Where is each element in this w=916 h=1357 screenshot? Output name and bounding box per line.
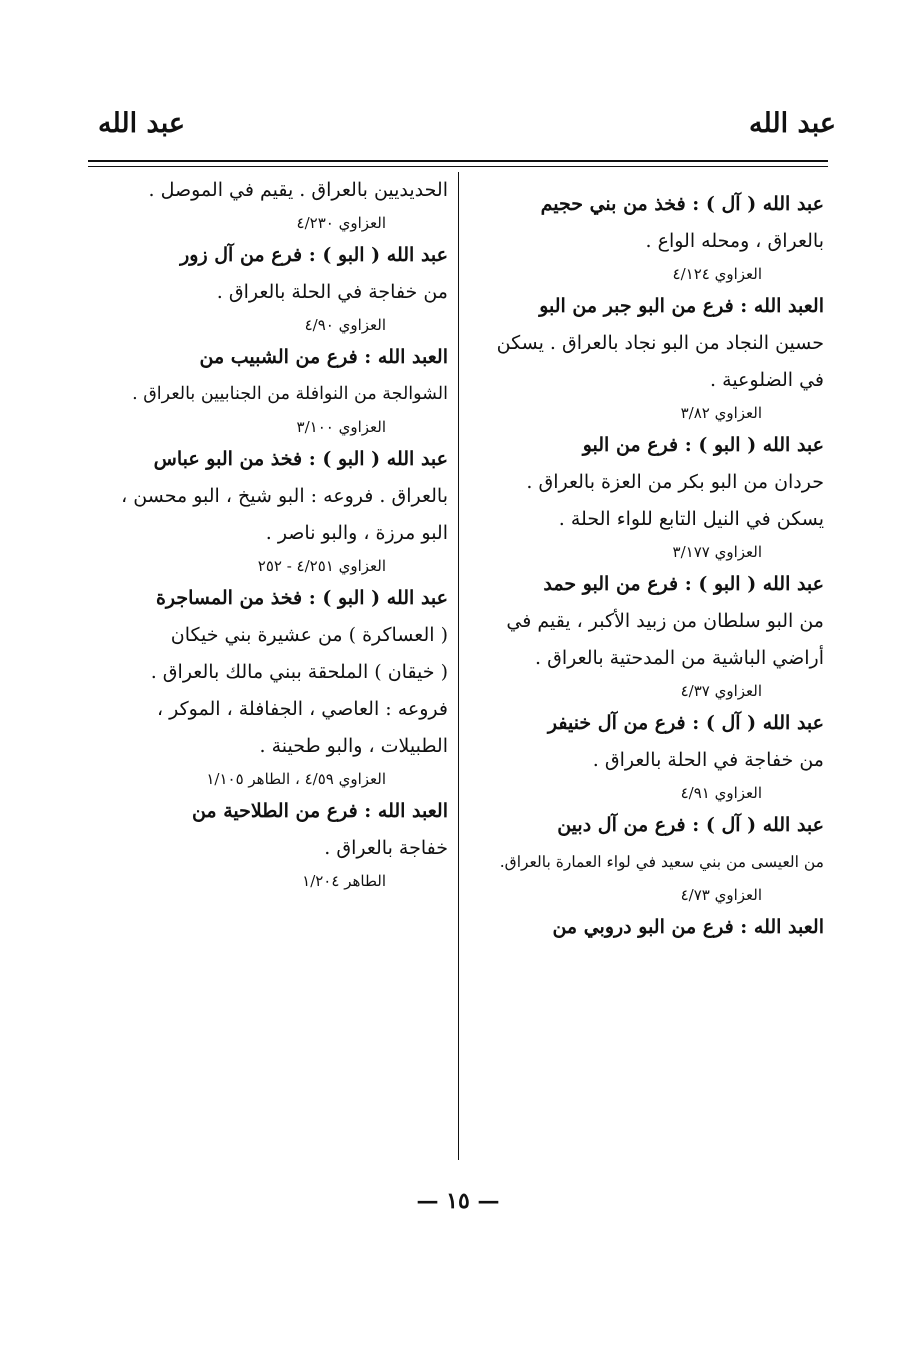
entry — [472, 705, 824, 807]
entry-line: من خفاجة في الحلة بالعراق . — [216, 281, 448, 303]
entry-source: العزاوي ٣/١٧٧ — [672, 543, 762, 561]
entry-line: في الضلوعية . — [710, 369, 824, 391]
entry — [98, 172, 448, 237]
entry-line: من خفاجة في الحلة بالعراق . — [592, 749, 824, 771]
entry-line: بالعراق ، ومحله الواع . — [645, 230, 824, 252]
entry-source: العزاوي ٤/٣٧ — [680, 682, 762, 700]
entry — [98, 339, 448, 441]
entry-line: عبد الله ( البو ) : فرع من البو حمد — [543, 573, 824, 595]
page-header — [86, 108, 836, 152]
entry-line: حردان من البو بكر من العزة بالعراق . — [526, 471, 824, 493]
entry-line: حسين النجاد من البو نجاد بالعراق . يسكن — [496, 332, 824, 354]
entry-line: الطبيلات ، والبو طحينة . — [259, 735, 448, 757]
entry-source: العزاوي ٤/٩١ — [680, 784, 762, 802]
entry — [472, 807, 824, 909]
entry-source: العزاوي ٤/٥٩ ، الطاهر ١/١٠٥ — [206, 770, 386, 788]
entry-line: أراضي الباشية من المدحتية بالعراق . — [535, 647, 824, 669]
header-rule-thin — [88, 166, 828, 167]
entry-line: عبد الله ( البو ) : فرع من آل زور — [180, 244, 448, 266]
entry — [98, 580, 448, 793]
entry-line: من البو سلطان من زبيد الأكبر ، يقيم في — [506, 610, 824, 632]
entry-source: العزاوي ٣/١٠٠ — [296, 418, 386, 436]
entry-line: عبد الله ( البو ) : فرع من البو — [582, 434, 824, 456]
entry-source: العزاوي ٣/٨٢ — [680, 404, 762, 422]
entry-line: العبد الله : فرع من الطلاحية من — [191, 800, 448, 822]
entry-line: يسكن في النيل التابع للواء الحلة . — [558, 508, 824, 530]
entry — [472, 427, 824, 566]
entry-line: عبد الله ( آل ) : فخذ من بني حجيم — [540, 193, 824, 215]
entry-source: العزاوي ٤/١٢٤ — [672, 265, 762, 283]
entry-source: العزاوي ٤/٩٠ — [304, 316, 386, 334]
entry-line: من العيسى من بني سعيد في لواء العمارة بالعراق. — [499, 853, 824, 871]
entry-line: فروعه : العاصي ، الجفافلة ، الموكر ، — [156, 698, 448, 720]
entry — [472, 186, 824, 288]
entry-line: ( العساكرة ) من عشيرة بني خيكان — [170, 624, 448, 646]
entry — [98, 441, 448, 580]
entry — [98, 237, 448, 339]
entry-line: البو مرزة ، والبو ناصر . — [265, 522, 448, 544]
running-head-right: عبد الله — [749, 108, 836, 139]
page-number: — ١٥ — — [416, 1188, 500, 1214]
entry-line: ( خيقان ) الملحقة ببني مالك بالعراق . — [150, 661, 448, 683]
right-column — [472, 172, 824, 1162]
entry-line: عبد الله ( آل ) : فرع من آل دبين — [557, 814, 824, 836]
entry-line: عبد الله ( آل ) : فرع من آل خنيفر — [547, 712, 824, 734]
header-rule — [88, 160, 828, 162]
entry-line: بالعراق . فروعه : البو شيخ ، البو محسن ، — [121, 485, 448, 507]
entry-line: خفاجة بالعراق . — [324, 837, 448, 859]
running-head-left: عبد الله — [98, 108, 185, 139]
entry — [472, 566, 824, 705]
column-divider — [458, 172, 459, 1160]
entry-line: الشوالجة من النوافلة من الجنابيين بالعراق . — [132, 384, 448, 404]
left-column — [98, 172, 448, 1162]
entry-source: العزاوي ٤/٢٣٠ — [296, 214, 386, 232]
entry — [472, 288, 824, 427]
entry — [472, 909, 824, 946]
entry-line: العبد الله : فرع من البو دروبي من — [552, 916, 824, 938]
entry-line: عبد الله ( البو ) : فخذ من البو عباس — [153, 448, 448, 470]
entry-line: الحديديين بالعراق . يقيم في الموصل . — [148, 179, 448, 201]
entry-line: عبد الله ( البو ) : فخذ من المساجرة — [155, 587, 448, 609]
entry-line: العبد الله : فرع من الشبيب من — [199, 346, 448, 368]
entry — [98, 793, 448, 895]
entry-line: العبد الله : فرع من البو جبر من البو — [539, 295, 824, 317]
entry-source: العزاوي ٤/٧٣ — [680, 886, 762, 904]
entry-source: العزاوي ٤/٢٥١ - ٢٥٢ — [257, 557, 386, 575]
entry-source: الطاهر ١/٢٠٤ — [302, 872, 386, 890]
